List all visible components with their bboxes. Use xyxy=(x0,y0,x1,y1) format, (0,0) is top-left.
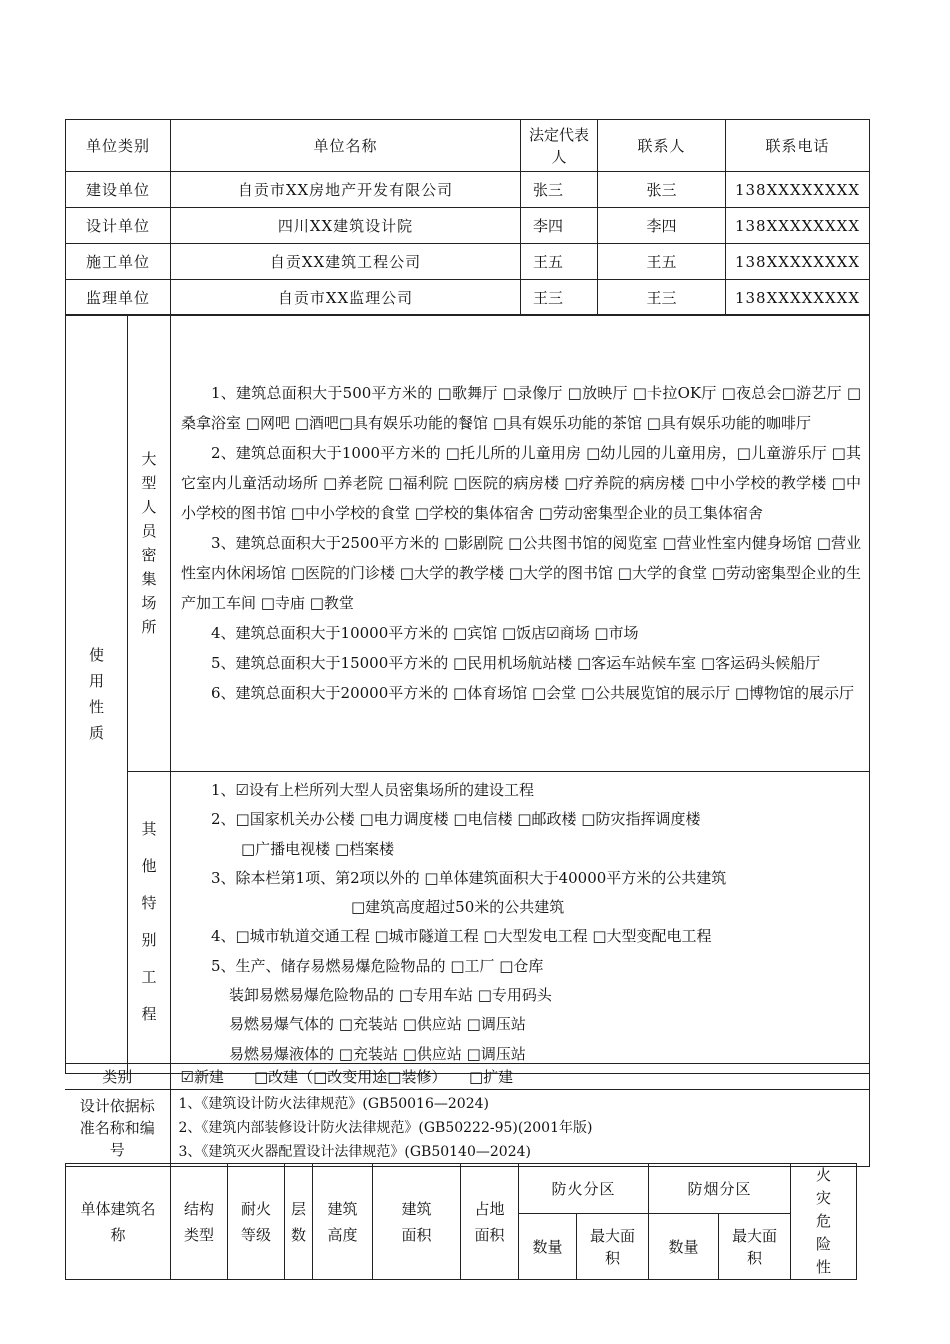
table-row xyxy=(66,244,870,280)
unit-type: 监理单位 xyxy=(66,280,171,316)
standard-item: 2、《建筑内部装修设计防火法律规范》(GB50222-95)(2001年版) xyxy=(178,1120,593,1136)
crowded-places-list xyxy=(171,315,870,772)
phone: 138XXXXXXXX xyxy=(726,172,870,208)
unit-name: 自贡市XX监理公司 xyxy=(171,280,521,316)
table-row xyxy=(66,280,870,316)
header-unit-type: 单位类别 xyxy=(66,120,171,172)
header-building-area: 建筑面积 xyxy=(373,1164,461,1280)
special-works-label: 其他特别工程 xyxy=(128,772,171,1074)
legal-rep: 王三 xyxy=(521,280,598,316)
category-label: 类别 xyxy=(65,1064,170,1090)
header-unit-name: 单位名称 xyxy=(171,120,521,172)
table-row xyxy=(66,208,870,244)
standard-item: 1、《建筑设计防火法律规范》(GB50016—2024) xyxy=(178,1096,489,1112)
header-fire-rating: 耐火等级 xyxy=(228,1164,285,1280)
header-smoke-zone-count: 数量 xyxy=(649,1214,719,1280)
special-item: □广播电视楼 □档案楼 xyxy=(241,839,395,858)
header-land-area: 占地面积 xyxy=(461,1164,519,1280)
table-row xyxy=(66,172,870,208)
special-item: 装卸易燃易爆危险物品的 □专用车站 □专用码头 xyxy=(229,986,552,1005)
header-fire-zone-count: 数量 xyxy=(519,1214,577,1280)
unit-type: 施工单位 xyxy=(66,244,171,280)
header-floors: 层数 xyxy=(285,1164,313,1280)
header-fire-zone: 防火分区 xyxy=(519,1164,649,1214)
header-smoke-zone-max-area: 最大面积 xyxy=(719,1214,791,1280)
phone: 138XXXXXXXX xyxy=(726,208,870,244)
legal-rep: 王五 xyxy=(521,244,598,280)
unit-name: 自贡市XX房地产开发有限公司 xyxy=(171,172,521,208)
unit-type: 建设单位 xyxy=(66,172,171,208)
unit-name: 四川XX建筑设计院 xyxy=(171,208,521,244)
special-item: 1、☑设有上栏所列大型人员密集场所的建设工程 xyxy=(211,781,534,799)
header-structure-type: 结构类型 xyxy=(171,1164,228,1280)
standard-item: 3、《建筑灭火器配置设计法律规范》(GB50140—2024) xyxy=(178,1144,531,1160)
usage-label: 使用性质 xyxy=(66,315,128,1074)
category-standards-table xyxy=(65,1063,870,1167)
legal-rep: 张三 xyxy=(521,172,598,208)
units-table xyxy=(65,119,870,316)
unit-type: 设计单位 xyxy=(66,208,171,244)
special-item: 2、□国家机关办公楼 □电力调度楼 □电信楼 □邮政楼 □防灾指挥调度楼 xyxy=(211,810,701,829)
standards-list xyxy=(170,1090,869,1167)
crowded-item: 6、建筑总面积大于20000平方米的 □体育场馆 □会堂 □公共展览馆的展示厅 □博物馆的展示厅 xyxy=(211,684,855,702)
usage-table xyxy=(65,314,870,1074)
contact: 张三 xyxy=(598,172,726,208)
header-phone: 联系电话 xyxy=(726,120,870,172)
building-table xyxy=(65,1163,857,1280)
header-smoke-zone: 防烟分区 xyxy=(649,1164,791,1214)
crowded-item: 4、建筑总面积大于10000平方米的 □宾馆 □饭店☑商场 □市场 xyxy=(211,624,639,642)
contact: 李四 xyxy=(598,208,726,244)
special-works-list xyxy=(171,772,870,1074)
header-legal-rep: 法定代表人 xyxy=(521,120,598,172)
special-item: 4、□城市轨道交通工程 □城市隧道工程 □大型发电工程 □大型变配电工程 xyxy=(211,927,712,946)
crowded-item: 3、建筑总面积大于2500平方米的 □影剧院 □公共图书馆的阅览室 □营业性室内健身场馆 □营业性室内休闲场馆 □医院的门诊楼 □大学的教学楼 □大学的图书馆 □大学的食堂 □劳动密集型企业的生产加工车间 □寺庙 □教堂 xyxy=(181,534,861,612)
crowded-item: 1、建筑总面积大于500平方米的 □歌舞厅 □录像厅 □放映厅 □卡拉OK厅 □夜总会□游艺厅 □桑拿浴室 □网吧 □酒吧□具有娱乐功能的餐馆 □具有娱乐功能的茶馆 □具有娱乐功能的咖啡厅 xyxy=(181,384,861,432)
crowded-item: 5、建筑总面积大于15000平方米的 □民用机场航站楼 □客运车站候车室 □客运码头候船厅 xyxy=(211,654,821,672)
special-item: 易燃易爆液体的 □充装站 □供应站 □调压站 xyxy=(229,1044,526,1063)
special-item: □建筑高度超过50米的公共建筑 xyxy=(351,898,565,917)
legal-rep: 李四 xyxy=(521,208,598,244)
contact: 王三 xyxy=(598,280,726,316)
phone: 138XXXXXXXX xyxy=(726,280,870,316)
header-building-name: 单体建筑名称 xyxy=(66,1164,171,1280)
header-fire-zone-max-area: 最大面积 xyxy=(577,1214,649,1280)
header-fire-risk: 火灾危险性 xyxy=(791,1164,857,1280)
special-item: 5、生产、储存易燃易爆危险物品的 □工厂 □仓库 xyxy=(211,956,544,975)
special-item: 3、除本栏第1项、第2项以外的 □单体建筑面积大于40000平方米的公共建筑 xyxy=(211,868,727,887)
header-contact: 联系人 xyxy=(598,120,726,172)
standards-label: 设计依据标准名称和编号 xyxy=(65,1090,170,1167)
category-options: ☑新建 □改建（□改变用途□装修） □扩建 xyxy=(170,1064,869,1090)
header-height: 建筑高度 xyxy=(313,1164,373,1280)
contact: 王五 xyxy=(598,244,726,280)
phone: 138XXXXXXXX xyxy=(726,244,870,280)
unit-name: 自贡XX建筑工程公司 xyxy=(171,244,521,280)
crowded-item: 2、建筑总面积大于1000平方米的 □托儿所的儿童用房 □幼儿园的儿童用房，□儿童游乐厅 □其它室内儿童活动场所 □养老院 □福利院 □医院的病房楼 □疗养院的病房楼 □中小学校的教学楼 □中小学校的图书馆 □中小学校的食堂 □学校的集体宿舍 □劳动密集型企业的员工集体宿舍 xyxy=(181,444,861,522)
special-item: 易燃易爆气体的 □充装站 □供应站 □调压站 xyxy=(229,1015,526,1034)
crowded-places-label: 大型人员密集场所 xyxy=(128,315,171,772)
